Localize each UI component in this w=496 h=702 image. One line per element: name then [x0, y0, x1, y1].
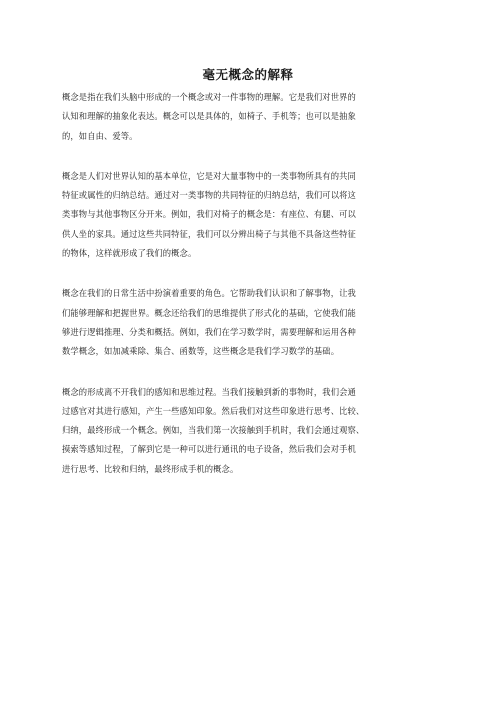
paragraph-line: 归纳，最终形成一个概念。例如，当我们第一次接触到手机时，我们会通过观察、	[62, 425, 365, 436]
paragraph-line: 类事物与其他事物区分开来。例如，我们对椅子的概念是：有座位、有腿、可以	[62, 209, 356, 220]
paragraph-line: 够进行逻辑推理、分类和概括。例如，我们在学习数学时，需要理解和运用各种	[62, 326, 356, 337]
paragraph-4	[62, 383, 434, 479]
paragraph-line: 摸索等感知过程，了解到它是一种可以进行通讯的电子设备，然后我们会对手机	[62, 444, 356, 455]
paragraph-1	[62, 88, 434, 146]
paragraph-line: 们能够理解和把握世界。概念还给我们的思维提供了形式化的基础，它使我们能	[62, 307, 356, 318]
paragraph-line: 概念是人们对世界认知的基本单位，它是对大量事物中的一类事物所具有的共同	[62, 170, 356, 181]
paragraph-line: 数学概念，如加减乘除、集合、函数等，这些概念是我们学习数学的基础。	[62, 346, 340, 357]
paragraph-line: 概念在我们的日常生活中扮演着重要的角色。它帮助我们认识和了解事物，让我	[62, 288, 356, 299]
paragraph-line: 的，如自由、爱等。	[62, 130, 138, 141]
paragraph-line: 概念是指在我们头脑中形成的一个概念或对一件事物的理解。它是我们对世界的	[62, 92, 356, 102]
paragraph-line: 过感官对其进行感知，产生一些感知印象。然后我们对这些印象进行思考、比较、	[62, 405, 365, 416]
document-title: 毫无概念的解释	[202, 67, 294, 82]
paragraph-3	[62, 284, 434, 361]
paragraph-line: 进行思考、比较和归纳，最终形成手机的概念。	[62, 463, 239, 474]
paragraph-line: 认知和理解的抽象化表达。概念可以是具体的，如椅子、手机等；也可以是抽象	[62, 111, 356, 122]
paragraph-line: 供人坐的家具。通过这些共同特征，我们可以分辨出椅子与其他不具备这些特征	[62, 228, 356, 239]
paragraph-line: 特征或属性的归纳总结。通过对一类事物的共同特征的归纳总结，我们可以将这	[62, 190, 356, 201]
paragraph-2	[62, 167, 434, 263]
paragraph-line: 的物体，这样就形成了我们的概念。	[62, 248, 197, 259]
paragraph-line: 概念的形成离不开我们的感知和思维过程。当我们接触到新的事物时，我们会通	[62, 386, 356, 397]
